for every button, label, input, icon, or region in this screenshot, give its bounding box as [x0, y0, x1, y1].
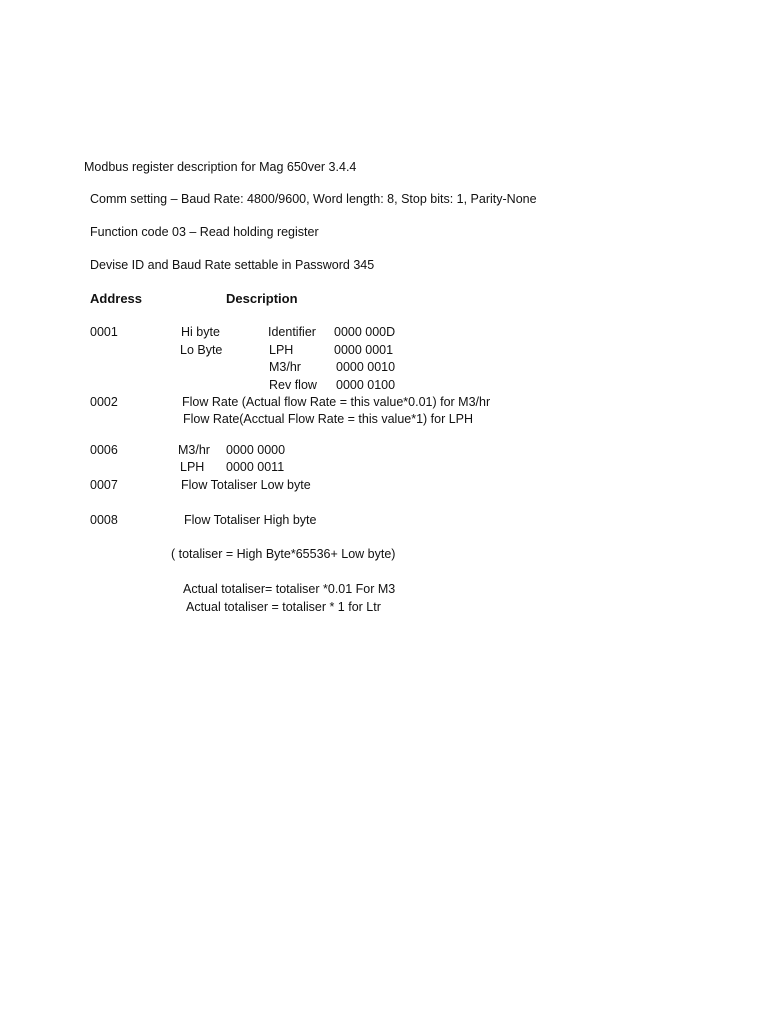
- hi-byte-label: Hi byte: [181, 325, 220, 339]
- register-address-0001: 0001: [90, 325, 118, 339]
- register-address-0008: 0008: [90, 513, 118, 527]
- register-address-0006: 0006: [90, 443, 118, 457]
- totaliser-formula: ( totaliser = High Byte*65536+ Low byte): [171, 547, 396, 561]
- lo-byte-option-name: M3/hr: [269, 360, 301, 374]
- actual-totaliser-m3: Actual totaliser= totaliser *0.01 For M3: [183, 582, 396, 596]
- identifier-value: 0000 000D: [334, 325, 396, 339]
- register-address-0007: 0007: [90, 478, 118, 492]
- lo-byte-option-value: 0000 0100: [336, 378, 396, 392]
- lo-byte-option-name: LPH: [269, 343, 294, 357]
- register-address-0002: 0002: [90, 395, 118, 409]
- function-code-line: Function code 03 – Read holding register: [90, 225, 319, 239]
- identifier-label: Identifier: [268, 325, 316, 339]
- unit-option-value: 0000 0000: [226, 443, 286, 457]
- lo-byte-option-name: Rev flow: [269, 378, 317, 392]
- unit-option-name: M3/hr: [178, 443, 210, 457]
- flow-rate-m3-line: Flow Rate (Actual flow Rate = this value*0.01) for M3/hr: [182, 395, 491, 409]
- flow-rate-lph-line: Flow Rate(Acctual Flow Rate = this value*1) for LPH: [183, 412, 474, 426]
- address-header: Address: [90, 291, 143, 306]
- unit-option-name: LPH: [180, 460, 205, 474]
- description-header: Description: [226, 291, 298, 306]
- document-title: Modbus register description for Mag 650ver 3.4.4: [84, 160, 357, 174]
- totaliser-low-byte: Flow Totaliser Low byte: [181, 478, 311, 492]
- lo-byte-label: Lo Byte: [180, 343, 223, 357]
- device-id-note: Devise ID and Baud Rate settable in Password 345: [90, 258, 375, 272]
- unit-option-value: 0000 0011: [226, 460, 285, 474]
- lo-byte-option-value: 0000 0001: [334, 343, 394, 357]
- lo-byte-option-value: 0000 0010: [336, 360, 396, 374]
- actual-totaliser-ltr: Actual totaliser = totaliser * 1 for Ltr: [186, 600, 381, 614]
- comm-setting-line: Comm setting – Baud Rate: 4800/9600, Word length: 8, Stop bits: 1, Parity-None: [90, 192, 537, 206]
- totaliser-high-byte: Flow Totaliser High byte: [184, 513, 317, 527]
